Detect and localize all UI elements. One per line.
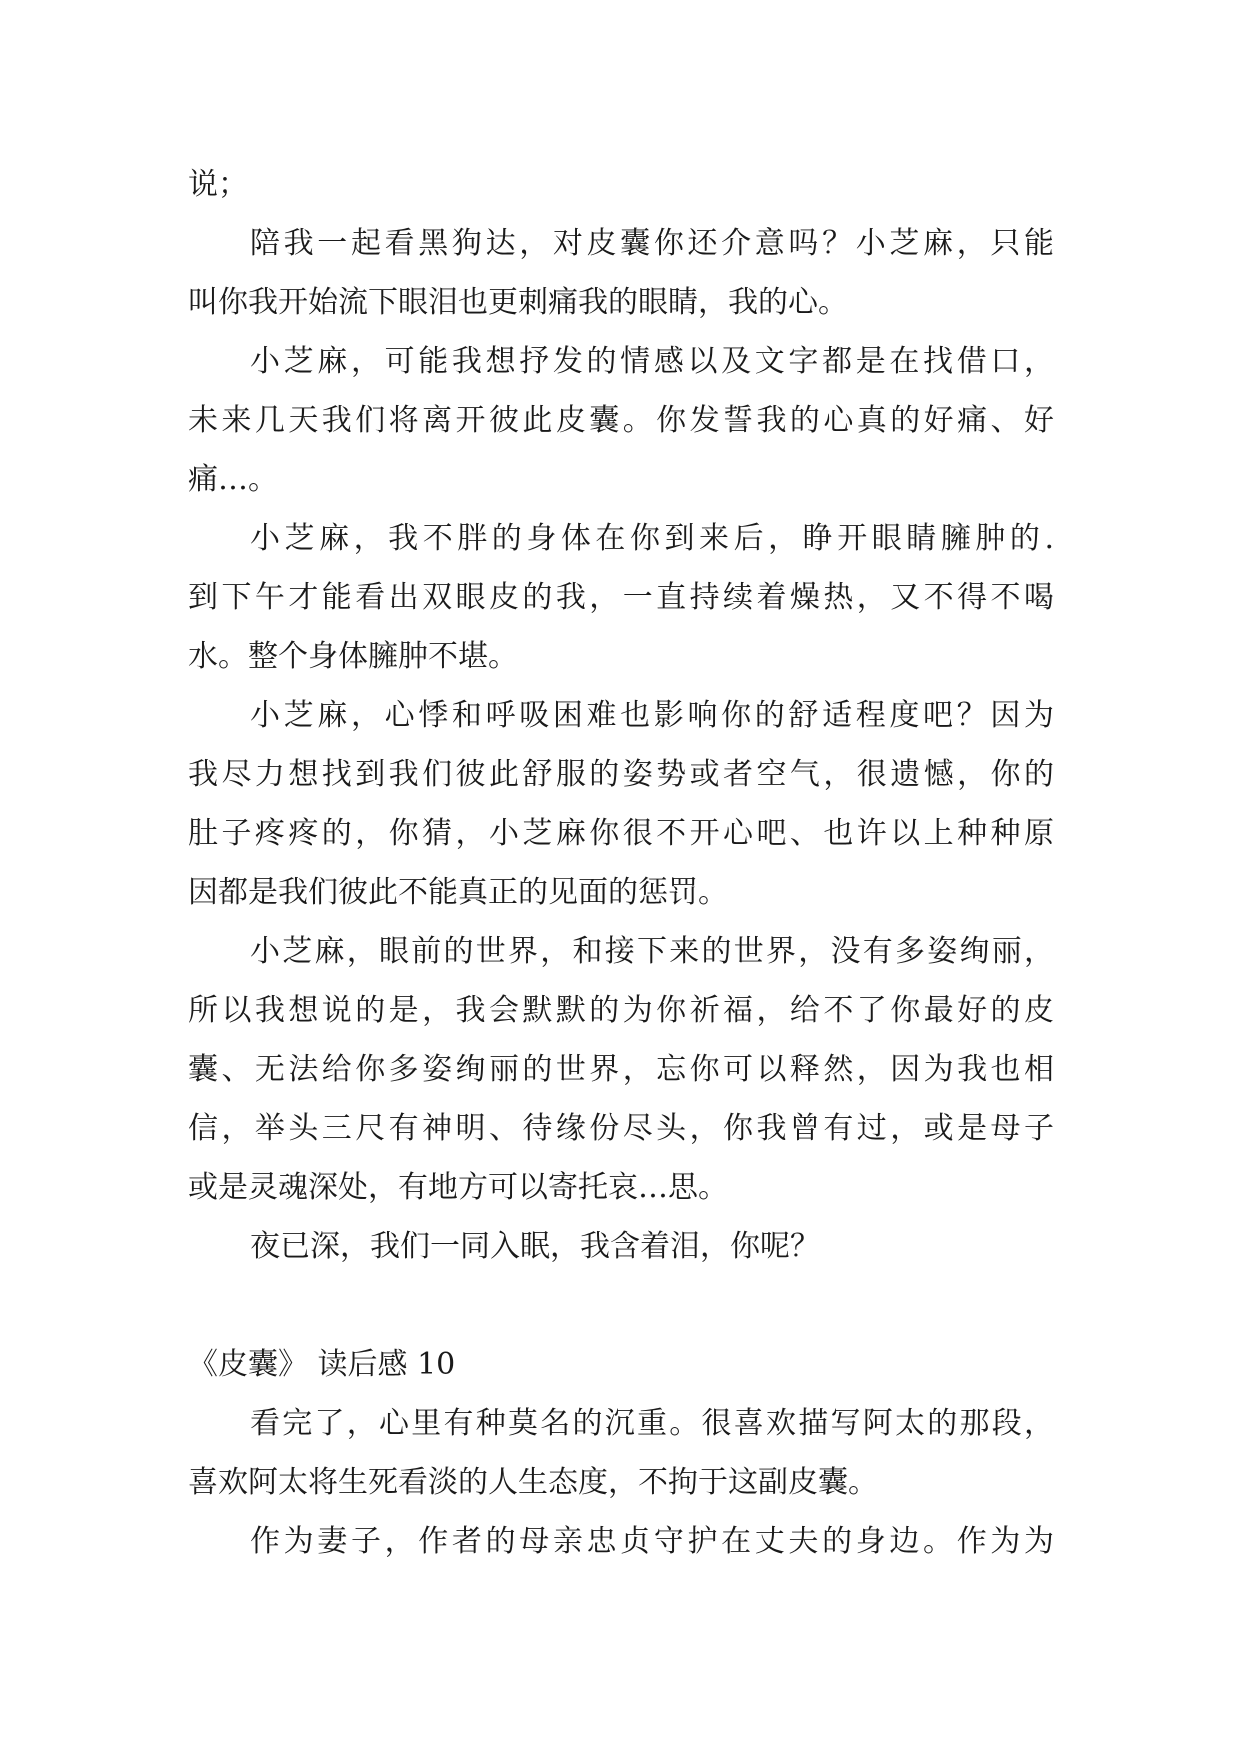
paragraph-0 (188, 155, 1054, 214)
text-line: 所以我想说的是，我会默默的为你祈福，给不了你最好的皮 (188, 993, 1054, 1028)
text-line: 因都是我们彼此不能真正的见面的惩罚。 (188, 875, 728, 910)
text-line: 信，举头三尺有神明、待缘份尽头，你我曾有过，或是母子 (188, 1111, 1054, 1146)
text-line: 看完了，心里有种莫名的沉重。很喜欢描写阿太的那段， (250, 1406, 1054, 1441)
document-page (188, 155, 1054, 1571)
paragraph-5 (188, 922, 1054, 1217)
paragraph-3 (188, 509, 1054, 686)
section-heading: 《皮囊》 读后感 10 (188, 1347, 456, 1382)
text-line: 未来几天我们将离开彼此皮囊。你发誓我的心真的好痛、好 (188, 403, 1054, 438)
text-line: 囊、无法给你多姿绚丽的世界，忘你可以释然，因为我也相 (188, 1052, 1054, 1087)
text-line: 说； (188, 167, 248, 202)
paragraph-6 (188, 1217, 1054, 1276)
text-line: 喜欢阿太将生死看淡的人生态度，不拘于这副皮囊。 (188, 1465, 878, 1500)
paragraph-7 (188, 1394, 1054, 1512)
text-line: 夜已深，我们一同入眠，我含着泪，你呢？ (250, 1229, 820, 1264)
text-line: 小芝麻，心悸和呼吸困难也影响你的舒适程度吧？因为 (250, 698, 1054, 733)
text-line: 肚子疼疼的，你猜，小芝麻你很不开心吧、也许以上种种原 (188, 816, 1054, 851)
text-line: 陪我一起看黑狗达，对皮囊你还介意吗？小芝麻，只能 (250, 226, 1054, 261)
text-line: 叫你我开始流下眼泪也更刺痛我的眼睛，我的心。 (188, 285, 848, 320)
text-line: 我尽力想找到我们彼此舒服的姿势或者空气，很遗憾，你的 (188, 757, 1054, 792)
text-line: 小芝麻，眼前的世界，和接下来的世界，没有多姿绚丽， (250, 934, 1054, 969)
text-line: 小芝麻，我不胖的身体在你到来后，睁开眼睛臃肿的. (250, 521, 1054, 556)
text-line: 或是灵魂深处，有地方可以寄托哀…思。 (188, 1170, 728, 1205)
paragraph-2 (188, 332, 1054, 509)
text-line: 作为妻子，作者的母亲忠贞守护在丈夫的身边。作为为 (250, 1524, 1054, 1559)
paragraph-4 (188, 686, 1054, 922)
text-line: 痛…。 (188, 462, 278, 497)
text-line: 到下午才能看出双眼皮的我，一直持续着燥热，又不得不喝 (188, 580, 1054, 615)
paragraph-1 (188, 214, 1054, 332)
text-line: 水。整个身体臃肿不堪。 (188, 639, 518, 674)
paragraph-8 (188, 1512, 1054, 1571)
text-line: 小芝麻，可能我想抒发的情感以及文字都是在找借口， (250, 344, 1054, 379)
